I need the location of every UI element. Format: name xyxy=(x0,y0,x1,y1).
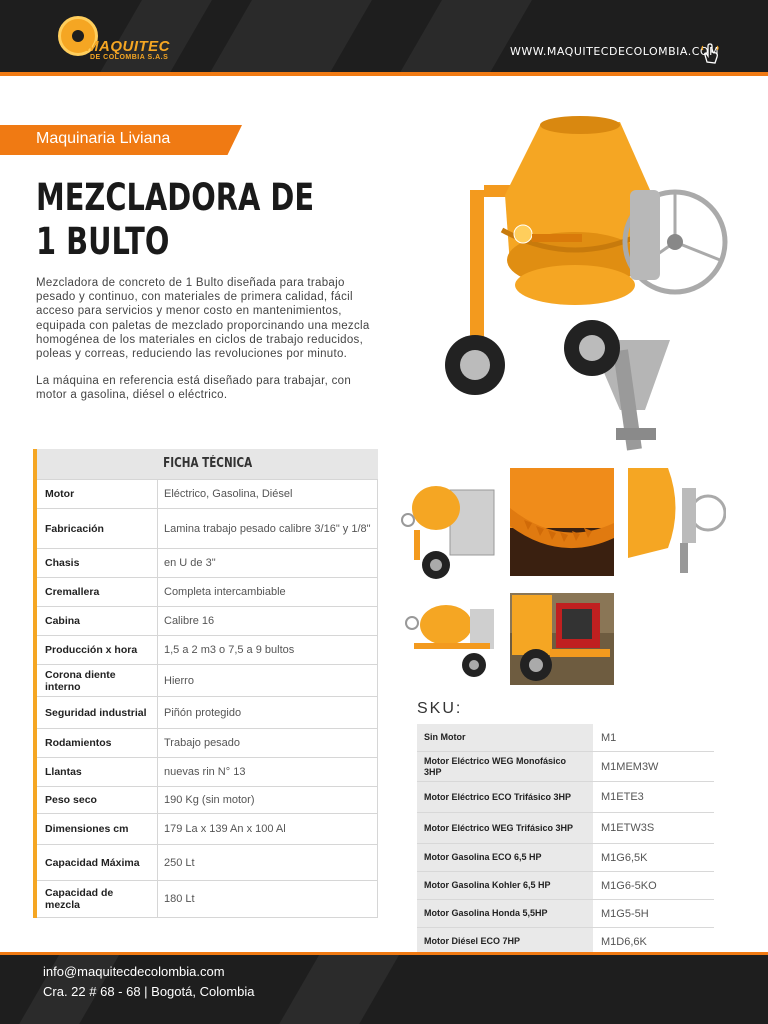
website-link[interactable]: WWW.MAQUITECDECOLOMBIA.COM xyxy=(510,45,720,58)
product-thumbnail[interactable] xyxy=(510,593,614,685)
spec-value: 179 La x 139 An x 100 Al xyxy=(158,814,378,845)
hand-pointer-icon xyxy=(700,42,720,66)
sku-code: M1MEM3W xyxy=(593,752,714,782)
spec-key: Corona diente interno xyxy=(35,665,158,697)
header-accent-bar xyxy=(0,72,768,76)
page-footer xyxy=(0,952,768,1024)
table-row xyxy=(35,665,378,697)
table-row xyxy=(417,782,714,813)
spec-value: en U de 3" xyxy=(158,549,378,578)
spec-key: Peso seco xyxy=(35,787,158,814)
product-main-image xyxy=(440,110,740,460)
footer-address: Cra. 22 # 68 - 68 | Bogotá, Colombia xyxy=(43,984,255,999)
spec-value: Piñón protegido xyxy=(158,697,378,729)
spec-key: Chasis xyxy=(35,549,158,578)
table-row xyxy=(35,549,378,578)
sku-code: M1G6-5KO xyxy=(593,872,714,900)
spec-value: Hierro xyxy=(158,665,378,697)
sku-option: Motor Gasolina Honda 5,5HP xyxy=(417,900,593,928)
table-row xyxy=(417,752,714,782)
sku-table xyxy=(417,724,714,984)
spec-key: Llantas xyxy=(35,758,158,787)
spec-value: Completa intercambiable xyxy=(158,578,378,607)
header-stripe xyxy=(208,0,372,76)
table-row xyxy=(35,787,378,814)
footer-stripe xyxy=(279,952,401,1024)
spec-key: Dimensiones cm xyxy=(35,814,158,845)
sku-option: Motor Gasolina Kohler 6,5 HP xyxy=(417,872,593,900)
sku-option: Motor Eléctrico WEG Monofásico 3HP xyxy=(417,752,593,782)
table-row xyxy=(35,881,378,918)
spec-value: 190 Kg (sin motor) xyxy=(158,787,378,814)
sku-option: Sin Motor xyxy=(417,724,593,752)
spec-value: 1,5 a 2 m3 o 7,5 a 9 bultos xyxy=(158,636,378,665)
sku-option: Motor Gasolina ECO 6,5 HP xyxy=(417,844,593,872)
table-row xyxy=(35,509,378,549)
spec-key: Seguridad industrial xyxy=(35,697,158,729)
description-paragraph: Mezcladora de concreto de 1 Bulto diseñada para trabajo pesado y continuo, con materiales de primera calidad, fácil acceso para servicios y menor costo en mantenimientos, equipada con paletas de mezclado proporcinando una mezcla homogénea de los materiales en ciclos de trabajo reducidos, poleas y correas, reduciendo las revoluciones por minuto. xyxy=(36,277,370,361)
category-banner xyxy=(0,125,242,155)
sku-option: Motor Eléctrico ECO Trifásico 3HP xyxy=(417,782,593,813)
table-row xyxy=(35,607,378,636)
table-row xyxy=(417,900,714,928)
table-row xyxy=(417,724,714,752)
sku-code: M1G6,5K xyxy=(593,844,714,872)
sku-option: Motor Eléctrico WEG Trifásico 3HP xyxy=(417,813,593,844)
spec-key: Fabricación xyxy=(35,509,158,549)
sku-code: M1 xyxy=(593,724,714,752)
table-row xyxy=(35,845,378,881)
header-stripe xyxy=(398,0,532,76)
title-line-2: 1 BULTO xyxy=(36,220,170,263)
spec-value: 180 Lt xyxy=(158,881,378,918)
spec-sheet xyxy=(33,449,378,918)
company-logo[interactable] xyxy=(56,12,196,64)
spec-key: Cremallera xyxy=(35,578,158,607)
footer-email-link[interactable]: info@maquitecdecolombia.com xyxy=(43,964,225,979)
page-header xyxy=(0,0,768,76)
sku-option: Motor Diésel ECO 7HP xyxy=(417,928,593,956)
sku-code: M1D6,6K xyxy=(593,928,714,956)
table-row xyxy=(417,844,714,872)
table-row xyxy=(35,636,378,665)
logo-subtext: DE COLOMBIA S.A.S xyxy=(90,54,169,61)
spec-value: nuevas rin N° 13 xyxy=(158,758,378,787)
footer-accent-bar xyxy=(0,952,768,955)
spec-sheet-title: FICHA TÉCNICA xyxy=(33,449,378,479)
product-thumbnail[interactable] xyxy=(510,468,614,576)
sku-code: M1G5-5H xyxy=(593,900,714,928)
table-row xyxy=(35,814,378,845)
table-row xyxy=(417,813,714,844)
category-label: Maquinaria Liviana xyxy=(36,130,171,147)
table-row xyxy=(35,729,378,758)
spec-value: Trabajo pesado xyxy=(158,729,378,758)
sku-heading: SKU: xyxy=(417,700,463,717)
spec-value: Calibre 16 xyxy=(158,607,378,636)
product-description xyxy=(36,276,376,416)
sku-code: M1ETE3 xyxy=(593,782,714,813)
table-row xyxy=(35,480,378,509)
sku-code: M1ETW3S xyxy=(593,813,714,844)
product-thumbnail[interactable] xyxy=(400,470,500,585)
product-thumbnail[interactable] xyxy=(404,593,500,683)
spec-value: Lamina trabajo pesado calibre 3/16" y 1/8" xyxy=(158,509,378,549)
table-row xyxy=(417,872,714,900)
spec-key: Rodamientos xyxy=(35,729,158,758)
title-line-1: MEZCLADORA DE xyxy=(36,176,315,219)
product-thumbnail[interactable] xyxy=(628,468,726,576)
spec-key: Capacidad de mezcla xyxy=(35,881,158,918)
spec-key: Motor xyxy=(35,480,158,509)
spec-value: Eléctrico, Gasolina, Diésel xyxy=(158,480,378,509)
spec-key: Producción x hora xyxy=(35,636,158,665)
spec-table xyxy=(33,479,378,918)
spec-value: 250 Lt xyxy=(158,845,378,881)
spec-key: Cabina xyxy=(35,607,158,636)
spec-key: Capacidad Máxima xyxy=(35,845,158,881)
table-row xyxy=(35,758,378,787)
page-title xyxy=(36,176,364,264)
table-row xyxy=(35,697,378,729)
description-paragraph: La máquina en referencia está diseñado para trabajar, con motor a gasolina, diésel o eléctrico. xyxy=(36,375,352,402)
logo-text: MAQUITEC xyxy=(86,38,170,55)
table-row xyxy=(35,578,378,607)
